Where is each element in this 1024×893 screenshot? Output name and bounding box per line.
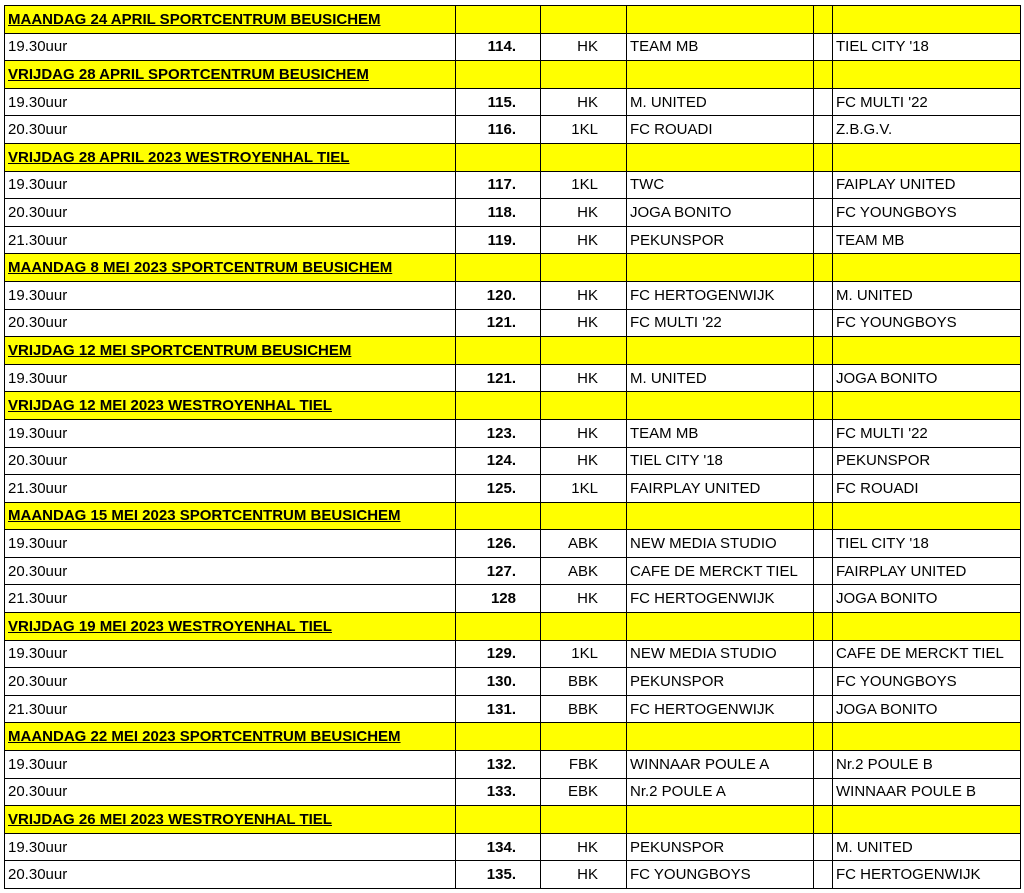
away-team-cell[interactable]: JOGA BONITO: [833, 695, 1021, 723]
match-row: [5, 309, 1021, 337]
spacer-cell[interactable]: [814, 116, 833, 144]
match-class-cell[interactable]: 1KL: [541, 640, 627, 668]
match-number-cell[interactable]: 120.: [456, 281, 541, 309]
match-row: [5, 861, 1021, 889]
spacer-cell[interactable]: [814, 640, 833, 668]
header-fill-cell[interactable]: [456, 806, 541, 834]
header-fill-cell[interactable]: [541, 392, 627, 420]
match-class-cell[interactable]: FBK: [541, 751, 627, 779]
away-team-cell[interactable]: M. UNITED: [833, 833, 1021, 861]
away-team-cell[interactable]: FC YOUNGBOYS: [833, 668, 1021, 696]
match-number-cell[interactable]: 126.: [456, 530, 541, 558]
header-fill-cell[interactable]: [814, 723, 833, 751]
home-team-cell[interactable]: TWC: [627, 171, 814, 199]
header-fill-cell[interactable]: [833, 337, 1021, 365]
match-class-cell[interactable]: HK: [541, 585, 627, 613]
date-header-row: [5, 143, 1021, 171]
spacer-cell[interactable]: [814, 695, 833, 723]
spacer-cell[interactable]: [814, 778, 833, 806]
match-class-cell[interactable]: BBK: [541, 695, 627, 723]
match-number-cell[interactable]: 128: [456, 585, 541, 613]
match-time-cell[interactable]: 19.30uur: [5, 281, 456, 309]
match-class-cell[interactable]: BBK: [541, 668, 627, 696]
away-team-cell[interactable]: FAIPLAY UNITED: [833, 171, 1021, 199]
match-class-cell[interactable]: 1KL: [541, 171, 627, 199]
home-team-cell[interactable]: FC YOUNGBOYS: [627, 861, 814, 889]
header-fill-cell[interactable]: [814, 806, 833, 834]
match-number-cell[interactable]: 133.: [456, 778, 541, 806]
away-team-cell[interactable]: JOGA BONITO: [833, 364, 1021, 392]
away-team-cell[interactable]: FAIRPLAY UNITED: [833, 557, 1021, 585]
match-class-cell[interactable]: HK: [541, 447, 627, 475]
match-class-cell[interactable]: ABK: [541, 557, 627, 585]
match-time-cell[interactable]: 19.30uur: [5, 364, 456, 392]
match-number-cell[interactable]: 125.: [456, 475, 541, 503]
away-team-cell[interactable]: FC YOUNGBOYS: [833, 309, 1021, 337]
match-row: [5, 419, 1021, 447]
header-fill-cell[interactable]: [456, 143, 541, 171]
date-header-row: [5, 392, 1021, 420]
match-time-cell[interactable]: 21.30uur: [5, 475, 456, 503]
date-header-row: [5, 723, 1021, 751]
date-venue-title[interactable]: VRIJDAG 28 APRIL 2023 WESTROYENHAL TIEL: [5, 143, 456, 171]
spacer-cell[interactable]: [814, 861, 833, 889]
header-fill-cell[interactable]: [833, 806, 1021, 834]
match-class-cell[interactable]: 1KL: [541, 475, 627, 503]
header-fill-cell[interactable]: [814, 613, 833, 641]
spacer-cell[interactable]: [814, 309, 833, 337]
spacer-cell[interactable]: [814, 447, 833, 475]
away-team-cell[interactable]: FC HERTOGENWIJK: [833, 861, 1021, 889]
spacer-cell[interactable]: [814, 668, 833, 696]
match-row: [5, 557, 1021, 585]
spacer-cell[interactable]: [814, 419, 833, 447]
match-number-cell[interactable]: 114.: [456, 33, 541, 61]
match-time-cell[interactable]: 20.30uur: [5, 116, 456, 144]
match-number-cell[interactable]: 121.: [456, 309, 541, 337]
match-time-cell[interactable]: 20.30uur: [5, 447, 456, 475]
match-row: [5, 199, 1021, 227]
match-time-cell[interactable]: 20.30uur: [5, 309, 456, 337]
match-time-cell[interactable]: 21.30uur: [5, 226, 456, 254]
header-fill-cell[interactable]: [814, 392, 833, 420]
match-time-cell[interactable]: 19.30uur: [5, 530, 456, 558]
match-number-cell[interactable]: 134.: [456, 833, 541, 861]
match-row: [5, 585, 1021, 613]
header-fill-cell[interactable]: [627, 143, 814, 171]
match-class-cell[interactable]: HK: [541, 199, 627, 227]
spacer-cell[interactable]: [814, 88, 833, 116]
date-venue-title[interactable]: MAANDAG 22 MEI 2023 SPORTCENTRUM BEUSICHEM: [5, 723, 456, 751]
match-row: [5, 751, 1021, 779]
match-class-cell[interactable]: HK: [541, 419, 627, 447]
match-class-cell[interactable]: HK: [541, 309, 627, 337]
spacer-cell[interactable]: [814, 364, 833, 392]
match-class-cell[interactable]: HK: [541, 226, 627, 254]
header-fill-cell[interactable]: [833, 613, 1021, 641]
header-fill-cell[interactable]: [541, 254, 627, 282]
match-number-cell[interactable]: 131.: [456, 695, 541, 723]
match-row: [5, 447, 1021, 475]
home-team-cell[interactable]: TEAM MB: [627, 419, 814, 447]
header-fill-cell[interactable]: [833, 254, 1021, 282]
header-fill-cell[interactable]: [627, 613, 814, 641]
date-header-row: [5, 502, 1021, 530]
match-number-cell[interactable]: 116.: [456, 116, 541, 144]
match-time-cell[interactable]: 20.30uur: [5, 668, 456, 696]
date-header-row: [5, 806, 1021, 834]
header-fill-cell[interactable]: [814, 6, 833, 34]
away-team-cell[interactable]: CAFE DE MERCKT TIEL: [833, 640, 1021, 668]
spacer-cell[interactable]: [814, 33, 833, 61]
match-row: [5, 833, 1021, 861]
header-fill-cell[interactable]: [627, 502, 814, 530]
schedule-body: [5, 6, 1021, 889]
date-venue-title[interactable]: MAANDAG 15 MEI 2023 SPORTCENTRUM BEUSICHEM: [5, 502, 456, 530]
home-team-cell[interactable]: CAFE DE MERCKT TIEL: [627, 557, 814, 585]
spacer-cell[interactable]: [814, 585, 833, 613]
date-venue-title[interactable]: VRIJDAG 28 APRIL SPORTCENTRUM BEUSICHEM: [5, 61, 456, 89]
spacer-cell[interactable]: [814, 557, 833, 585]
spacer-cell[interactable]: [814, 281, 833, 309]
away-team-cell[interactable]: FC YOUNGBOYS: [833, 199, 1021, 227]
away-team-cell[interactable]: TEAM MB: [833, 226, 1021, 254]
match-number-cell[interactable]: 135.: [456, 861, 541, 889]
spacer-cell[interactable]: [814, 226, 833, 254]
match-row: [5, 695, 1021, 723]
match-class-cell[interactable]: EBK: [541, 778, 627, 806]
header-fill-cell[interactable]: [541, 613, 627, 641]
match-time-cell[interactable]: 21.30uur: [5, 585, 456, 613]
home-team-cell[interactable]: PEKUNSPOR: [627, 668, 814, 696]
match-time-cell[interactable]: 20.30uur: [5, 557, 456, 585]
home-team-cell[interactable]: FC ROUADI: [627, 116, 814, 144]
date-header-row: [5, 337, 1021, 365]
header-fill-cell[interactable]: [627, 723, 814, 751]
header-fill-cell[interactable]: [627, 806, 814, 834]
away-team-cell[interactable]: Nr.2 POULE B: [833, 751, 1021, 779]
home-team-cell[interactable]: Nr.2 POULE A: [627, 778, 814, 806]
home-team-cell[interactable]: FC HERTOGENWIJK: [627, 695, 814, 723]
spacer-cell[interactable]: [814, 530, 833, 558]
away-team-cell[interactable]: PEKUNSPOR: [833, 447, 1021, 475]
home-team-cell[interactable]: TIEL CITY '18: [627, 447, 814, 475]
away-team-cell[interactable]: FC MULTI '22: [833, 88, 1021, 116]
spacer-cell[interactable]: [814, 833, 833, 861]
match-class-cell[interactable]: HK: [541, 88, 627, 116]
header-fill-cell[interactable]: [814, 502, 833, 530]
match-time-cell[interactable]: 19.30uur: [5, 88, 456, 116]
date-venue-title[interactable]: MAANDAG 8 MEI 2023 SPORTCENTRUM BEUSICHEM: [5, 254, 456, 282]
home-team-cell[interactable]: FC MULTI '22: [627, 309, 814, 337]
match-row: [5, 475, 1021, 503]
date-venue-title[interactable]: VRIJDAG 19 MEI 2023 WESTROYENHAL TIEL: [5, 613, 456, 641]
header-fill-cell[interactable]: [814, 61, 833, 89]
match-row: [5, 226, 1021, 254]
date-header-row: [5, 613, 1021, 641]
header-fill-cell[interactable]: [456, 61, 541, 89]
header-fill-cell[interactable]: [456, 723, 541, 751]
home-team-cell[interactable]: M. UNITED: [627, 88, 814, 116]
header-fill-cell[interactable]: [541, 337, 627, 365]
header-fill-cell[interactable]: [814, 337, 833, 365]
away-team-cell[interactable]: M. UNITED: [833, 281, 1021, 309]
home-team-cell[interactable]: JOGA BONITO: [627, 199, 814, 227]
match-number-cell[interactable]: 129.: [456, 640, 541, 668]
match-class-cell[interactable]: HK: [541, 33, 627, 61]
away-team-cell[interactable]: FC ROUADI: [833, 475, 1021, 503]
header-fill-cell[interactable]: [541, 143, 627, 171]
match-class-cell[interactable]: 1KL: [541, 116, 627, 144]
match-class-cell[interactable]: HK: [541, 833, 627, 861]
home-team-cell[interactable]: NEW MEDIA STUDIO: [627, 530, 814, 558]
header-fill-cell[interactable]: [833, 6, 1021, 34]
home-team-cell[interactable]: FC HERTOGENWIJK: [627, 585, 814, 613]
header-fill-cell[interactable]: [627, 392, 814, 420]
match-class-cell[interactable]: HK: [541, 281, 627, 309]
match-number-cell[interactable]: 123.: [456, 419, 541, 447]
match-row: [5, 364, 1021, 392]
header-fill-cell[interactable]: [541, 502, 627, 530]
header-fill-cell[interactable]: [456, 6, 541, 34]
match-number-cell[interactable]: 118.: [456, 199, 541, 227]
away-team-cell[interactable]: TIEL CITY '18: [833, 530, 1021, 558]
date-venue-title[interactable]: VRIJDAG 26 MEI 2023 WESTROYENHAL TIEL: [5, 806, 456, 834]
header-fill-cell[interactable]: [833, 61, 1021, 89]
match-class-cell[interactable]: HK: [541, 861, 627, 889]
header-fill-cell[interactable]: [541, 6, 627, 34]
match-time-cell[interactable]: 20.30uur: [5, 861, 456, 889]
header-fill-cell[interactable]: [627, 254, 814, 282]
match-class-cell[interactable]: ABK: [541, 530, 627, 558]
match-row: [5, 640, 1021, 668]
match-number-cell[interactable]: 127.: [456, 557, 541, 585]
date-header-row: [5, 254, 1021, 282]
away-team-cell[interactable]: TIEL CITY '18: [833, 33, 1021, 61]
header-fill-cell[interactable]: [456, 502, 541, 530]
match-row: [5, 668, 1021, 696]
header-fill-cell[interactable]: [456, 337, 541, 365]
header-fill-cell[interactable]: [833, 502, 1021, 530]
header-fill-cell[interactable]: [456, 254, 541, 282]
match-time-cell[interactable]: 19.30uur: [5, 640, 456, 668]
home-team-cell[interactable]: PEKUNSPOR: [627, 226, 814, 254]
header-fill-cell[interactable]: [541, 723, 627, 751]
header-fill-cell[interactable]: [627, 6, 814, 34]
header-fill-cell[interactable]: [627, 61, 814, 89]
match-row: [5, 171, 1021, 199]
header-fill-cell[interactable]: [814, 254, 833, 282]
header-fill-cell[interactable]: [833, 143, 1021, 171]
header-fill-cell[interactable]: [814, 143, 833, 171]
away-team-cell[interactable]: FC MULTI '22: [833, 419, 1021, 447]
match-row: [5, 88, 1021, 116]
match-time-cell[interactable]: 19.30uur: [5, 419, 456, 447]
match-row: [5, 778, 1021, 806]
header-fill-cell[interactable]: [456, 613, 541, 641]
match-number-cell[interactable]: 117.: [456, 171, 541, 199]
away-team-cell[interactable]: JOGA BONITO: [833, 585, 1021, 613]
header-fill-cell[interactable]: [541, 61, 627, 89]
date-header-row: [5, 6, 1021, 34]
match-time-cell[interactable]: 19.30uur: [5, 833, 456, 861]
match-row: [5, 281, 1021, 309]
match-number-cell[interactable]: 130.: [456, 668, 541, 696]
home-team-cell[interactable]: NEW MEDIA STUDIO: [627, 640, 814, 668]
match-number-cell[interactable]: 119.: [456, 226, 541, 254]
schedule-table: [4, 5, 1021, 889]
home-team-cell[interactable]: WINNAAR POULE A: [627, 751, 814, 779]
header-fill-cell[interactable]: [627, 337, 814, 365]
date-venue-title[interactable]: VRIJDAG 12 MEI SPORTCENTRUM BEUSICHEM: [5, 337, 456, 365]
spacer-cell[interactable]: [814, 199, 833, 227]
header-fill-cell[interactable]: [833, 392, 1021, 420]
home-team-cell[interactable]: PEKUNSPOR: [627, 833, 814, 861]
match-row: [5, 33, 1021, 61]
header-fill-cell[interactable]: [833, 723, 1021, 751]
match-number-cell[interactable]: 121.: [456, 364, 541, 392]
header-fill-cell[interactable]: [541, 806, 627, 834]
date-venue-title[interactable]: VRIJDAG 12 MEI 2023 WESTROYENHAL TIEL: [5, 392, 456, 420]
spacer-cell[interactable]: [814, 171, 833, 199]
home-team-cell[interactable]: FC HERTOGENWIJK: [627, 281, 814, 309]
home-team-cell[interactable]: FAIRPLAY UNITED: [627, 475, 814, 503]
match-time-cell[interactable]: 20.30uur: [5, 778, 456, 806]
away-team-cell[interactable]: WINNAAR POULE B: [833, 778, 1021, 806]
match-number-cell[interactable]: 132.: [456, 751, 541, 779]
spacer-cell[interactable]: [814, 475, 833, 503]
match-time-cell[interactable]: 19.30uur: [5, 33, 456, 61]
match-number-cell[interactable]: 124.: [456, 447, 541, 475]
match-class-cell[interactable]: HK: [541, 364, 627, 392]
match-time-cell[interactable]: 20.30uur: [5, 199, 456, 227]
header-fill-cell[interactable]: [456, 392, 541, 420]
match-number-cell[interactable]: 115.: [456, 88, 541, 116]
match-time-cell[interactable]: 19.30uur: [5, 171, 456, 199]
date-venue-title[interactable]: MAANDAG 24 APRIL SPORTCENTRUM BEUSICHEM: [5, 6, 456, 34]
spacer-cell[interactable]: [814, 751, 833, 779]
away-team-cell[interactable]: Z.B.G.V.: [833, 116, 1021, 144]
home-team-cell[interactable]: M. UNITED: [627, 364, 814, 392]
match-row: [5, 116, 1021, 144]
match-time-cell[interactable]: 19.30uur: [5, 751, 456, 779]
match-row: [5, 530, 1021, 558]
date-header-row: [5, 61, 1021, 89]
match-time-cell[interactable]: 21.30uur: [5, 695, 456, 723]
home-team-cell[interactable]: TEAM MB: [627, 33, 814, 61]
